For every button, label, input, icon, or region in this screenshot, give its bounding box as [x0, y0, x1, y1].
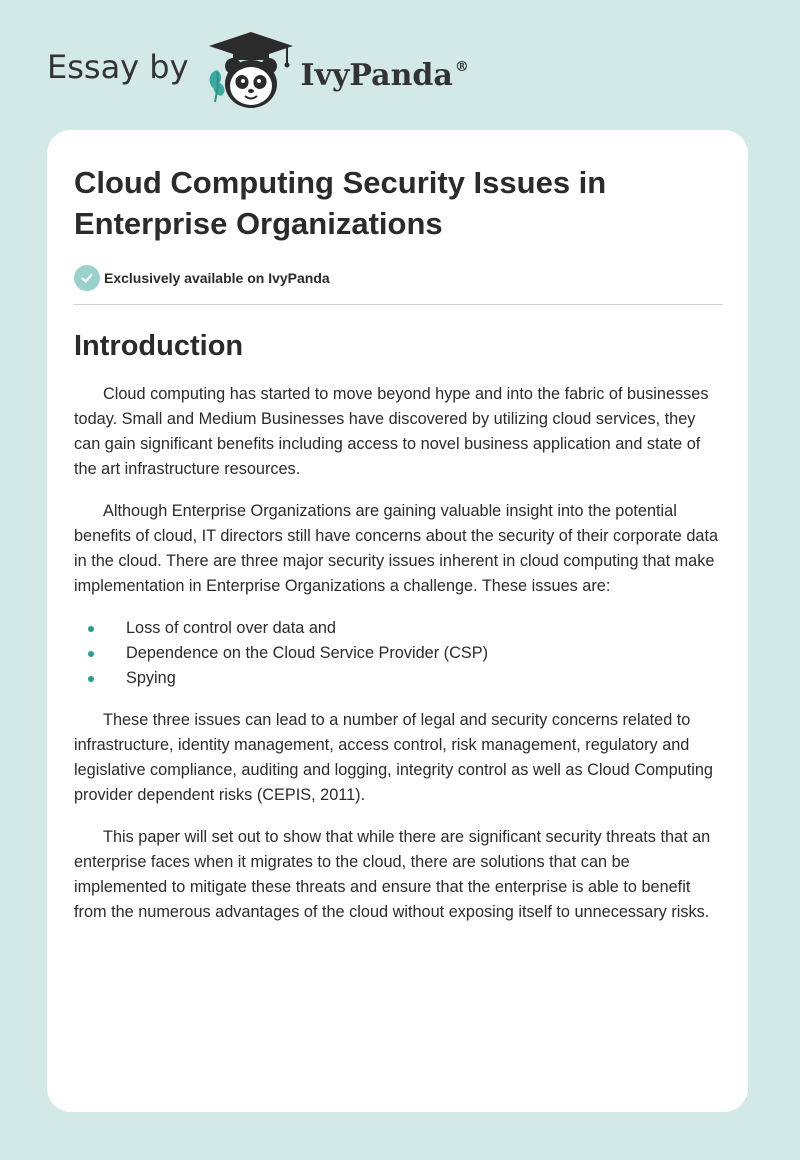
bullet-icon	[88, 676, 94, 682]
list-item-label: Dependence on the Cloud Service Provider (CSP)	[126, 644, 488, 662]
page-title: Cloud Computing Security Issues in Enterprise Organizations	[74, 165, 607, 241]
paragraph: Although Enterprise Organizations are gaining valuable insight into the potential benefits of cloud, IT directors still have concerns about the security of their corporate data in the cloud. There are three major security issues inherent in cloud computing that make implementation in Enterprise Organizations a challenge. These issues are:	[74, 502, 719, 595]
exclusive-badge	[74, 264, 723, 292]
list-item-label: Loss of control over data and	[126, 619, 336, 637]
badge-label: Exclusively available on IvyPanda	[104, 270, 330, 286]
brand-name[interactable]: IvyPanda ®	[300, 57, 469, 93]
list-item	[74, 666, 723, 691]
list-item-label: Spying	[126, 669, 176, 687]
paragraph: These three issues can lead to a number of legal and security concerns related to infrastructure, identity management, access control, risk management, regulatory and legislative compliance, auditing and logging, integrity control as well as Cloud Computing provider dependent risks (CEPIS, 2011).	[74, 711, 713, 804]
bullet-icon	[88, 651, 94, 657]
section-heading: Introduction	[74, 330, 244, 362]
registered-mark: ®	[454, 58, 469, 75]
ivypanda-logo-icon[interactable]	[203, 30, 299, 112]
list-item	[74, 616, 723, 641]
bullet-icon	[88, 626, 94, 632]
essay-card	[47, 130, 748, 1112]
check-icon	[74, 265, 100, 291]
paragraph: This paper will set out to show that while there are significant security threats that an enterprise faces when it migrates to the cloud, there are solutions that can be implemented to mitigate these threats and ensure that the enterprise is able to benefit from the numerous advantages of the cloud without exposing itself to unnecessary risks.	[74, 828, 711, 921]
site-header	[47, 30, 469, 112]
issues-list	[74, 616, 723, 691]
list-item	[74, 641, 723, 666]
paragraph: Cloud computing has started to move beyond hype and into the fabric of businesses today. Small and Medium Businesses have discovered by utilizing cloud services, they can gain significant benefits including access to novel business application and state of the art infrastructure resources.	[74, 385, 709, 478]
essay-content	[74, 162, 723, 925]
divider	[74, 304, 723, 305]
essay-by-label: Essay by	[47, 48, 189, 86]
